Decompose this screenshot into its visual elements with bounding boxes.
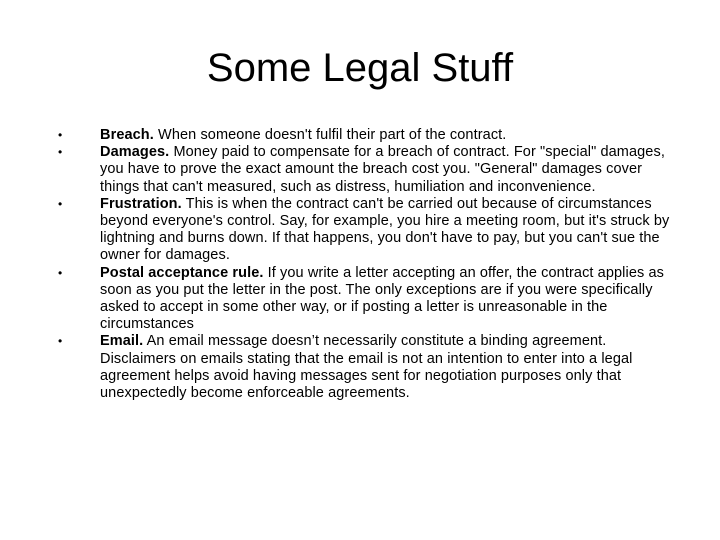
bullet-item-damages — [58, 144, 683, 196]
bullet-term: Breach. — [100, 127, 154, 143]
slide-title: Some Legal Stuff — [206, 46, 514, 90]
bullet-item-frustration — [58, 196, 683, 265]
bullet-dot-icon: • — [58, 334, 63, 349]
bullet-text: If you write a letter accepting an offer, the contract applies as soon as you put the letter in the post. The only exceptions are if you were specifically asked to accept in some other way, or if posting a letter is unreasonable in the circumstances — [100, 264, 664, 333]
bullet-item-email — [58, 333, 683, 402]
bullet-term: Email. — [100, 333, 144, 350]
bullet-text: An email message doesn’t necessarily constitute a binding agreement. Disclaimers on emails stating that the email is not an intention to enter into a legal agreement helps avoid having messages sent for negotiation purposes only that unexpectedly become enforceable agreements. — [100, 333, 633, 402]
bullet-text: This is when the contract can't be carried out because of circumstances beyond everyone's control. Say, for example, you hire a meeting room, but it's struck by lightning and burns down. If that happens, you don't have to pay, but you can't sue the owner for damages. — [100, 195, 670, 264]
bullet-item-postal-acceptance-rule — [58, 265, 683, 334]
bullet-term: Damages. — [100, 144, 170, 161]
bullet-text: When someone doesn't fulfil their part of the contract. — [153, 127, 507, 143]
bullet-item-breach — [58, 127, 683, 144]
bullet-term: Postal acceptance rule. — [100, 264, 264, 281]
bullet-dot-icon: • — [58, 196, 63, 211]
bullet-list — [58, 127, 683, 402]
bullet-dot-icon: • — [58, 128, 63, 142]
bullet-term: Frustration. — [100, 195, 182, 212]
bullet-dot-icon: • — [58, 265, 63, 280]
bullet-text: Money paid to compensate for a breach of contract. For "special" damages, you have to prove the exact amount the breach cost you. "General" damages cover things that can't measured, such as distress, humiliation and inconvenience. — [100, 144, 665, 195]
bullet-dot-icon: • — [58, 145, 63, 160]
